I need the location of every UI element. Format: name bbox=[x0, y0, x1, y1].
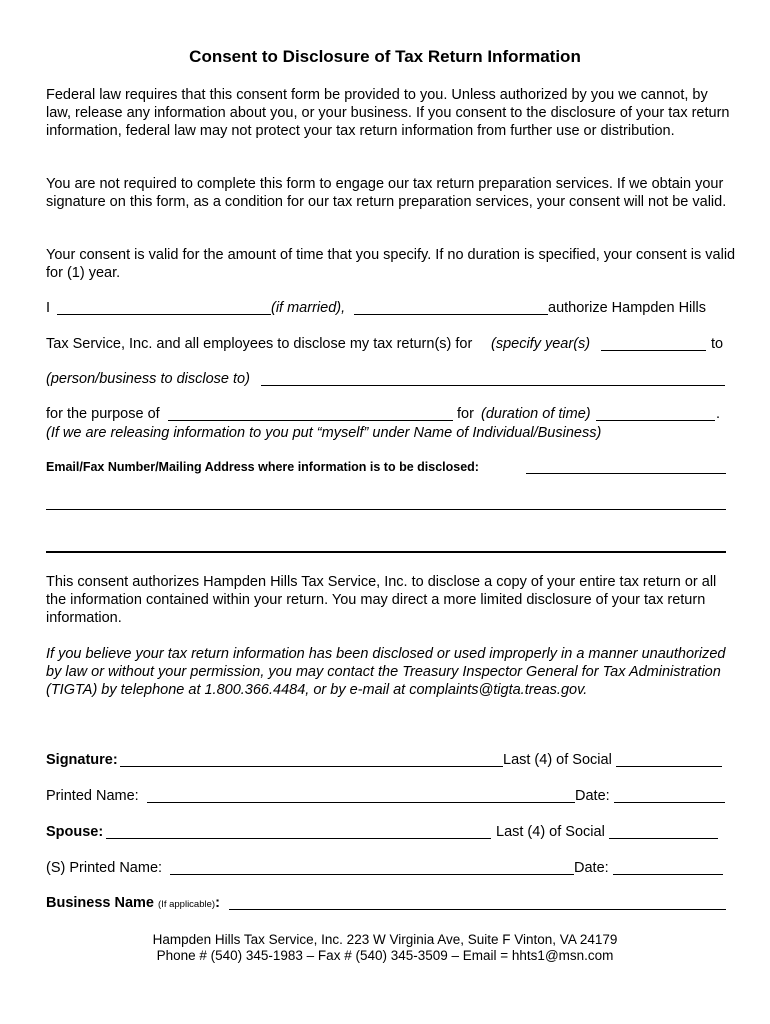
spouse-last4-label: Last (4) of Social bbox=[496, 824, 605, 840]
spouse-name-field[interactable] bbox=[354, 314, 548, 315]
for-label: for bbox=[457, 406, 474, 422]
date-field[interactable] bbox=[614, 802, 725, 803]
tax-years-field[interactable] bbox=[601, 350, 706, 351]
specify-years-label: (specify year(s) bbox=[491, 336, 591, 352]
last4-label: Last (4) of Social bbox=[503, 752, 612, 768]
paragraph-not-required: You are not required to complete this form to engage our tax return preparation services. If we obtain your signature on this form, as a condition for our tax return preparation services, your consent will not be valid. bbox=[46, 176, 727, 210]
authorization-row bbox=[46, 299, 726, 317]
date-label: Date: bbox=[575, 788, 610, 804]
myself-note-row bbox=[46, 424, 726, 442]
paragraph-validity: Your consent is valid for the amount of time that you specify. If no duration is specified, your consent is valid for (1) year. bbox=[46, 247, 736, 281]
printed-name-row bbox=[46, 787, 726, 805]
signature-label: Signature: bbox=[46, 752, 118, 768]
email-row bbox=[46, 458, 726, 476]
printed-name-label: Printed Name: bbox=[46, 788, 139, 804]
footer-contact: Phone # (540) 345-1983 – Fax # (540) 345-3509 – Email = hhts1@msn.com bbox=[156, 948, 614, 963]
spouse-signature-field[interactable] bbox=[106, 838, 491, 839]
authorize-label: authorize Hampden Hills bbox=[548, 300, 706, 316]
recipient-field[interactable] bbox=[261, 385, 725, 386]
if-applicable-label: (If applicable) bbox=[158, 899, 216, 910]
paragraph-federal-law: Federal law requires that this consent form be provided to you. Unless authorized by you we cannot, by law, release any information about you, or your business. If you consent to the disclosure of your tax return information, federal law may not protect your tax return information from further use or distribution. bbox=[46, 87, 730, 139]
printed-name-field[interactable] bbox=[147, 802, 575, 803]
s-printed-name-field[interactable] bbox=[170, 874, 574, 875]
section-divider bbox=[46, 551, 726, 553]
to-label: to bbox=[711, 336, 724, 352]
duration-label: (duration of time) bbox=[481, 406, 591, 422]
s-date-label: Date: bbox=[574, 860, 609, 876]
business-name-label: Business Name bbox=[46, 895, 154, 911]
business-name-row bbox=[46, 894, 726, 912]
myself-note: (If we are releasing information to you put “myself” under Name of Individual/Business) bbox=[46, 425, 602, 441]
purpose-row bbox=[46, 405, 726, 423]
spouse-printed-name-row bbox=[46, 859, 726, 877]
years-row bbox=[46, 335, 726, 353]
footer-address: Hampden Hills Tax Service, Inc. 223 W Virginia Ave, Suite F Vinton, VA 24179 bbox=[152, 932, 618, 947]
page-title: Consent to Disclosure of Tax Return Information bbox=[189, 47, 581, 66]
s-date-field[interactable] bbox=[613, 874, 723, 875]
business-name-heading bbox=[46, 894, 220, 914]
email-label: Email/Fax Number/Mailing Address where information is to be disclosed: bbox=[46, 460, 479, 474]
paragraph-authorizes: This consent authorizes Hampden Hills Tax Service, Inc. to disclose a copy of your entire tax return or all the information contained within your return. You may direct a more limited disclosure of your tax return information. bbox=[46, 574, 717, 626]
duration-field[interactable] bbox=[596, 420, 715, 421]
email-field[interactable] bbox=[526, 473, 726, 474]
purpose-label: for the purpose of bbox=[46, 406, 160, 422]
spouse-last4-field[interactable] bbox=[609, 838, 718, 839]
business-colon: : bbox=[215, 895, 220, 911]
last4-field[interactable] bbox=[616, 766, 722, 767]
period-mark: . bbox=[716, 406, 721, 422]
paragraph-tigta: If you believe your tax return information has been disclosed or used improperly in a manner unauthorized by law or without your permission, you may contact the Treasury Inspector General for Tax Administration (TIGTA) by telephone at 1.800.366.4484, or by e-mail at complaints@tigta.treas.gov. bbox=[46, 646, 726, 698]
if-married-label: (if married), bbox=[271, 300, 346, 316]
email-field-continued[interactable] bbox=[46, 509, 726, 510]
business-name-field[interactable] bbox=[229, 909, 726, 910]
spouse-row bbox=[46, 823, 726, 841]
recipient-label: (person/business to disclose to) bbox=[46, 371, 250, 387]
disclose-label: Tax Service, Inc. and all employees to disclose my tax return(s) for bbox=[46, 336, 473, 352]
signature-row bbox=[46, 751, 726, 769]
purpose-field[interactable] bbox=[168, 420, 453, 421]
s-printed-name-label: (S) Printed Name: bbox=[46, 860, 163, 876]
i-label: I bbox=[46, 300, 51, 316]
spouse-label: Spouse: bbox=[46, 824, 104, 840]
signature-field[interactable] bbox=[120, 766, 503, 767]
recipient-row bbox=[46, 370, 726, 388]
taxpayer-name-field[interactable] bbox=[57, 314, 271, 315]
